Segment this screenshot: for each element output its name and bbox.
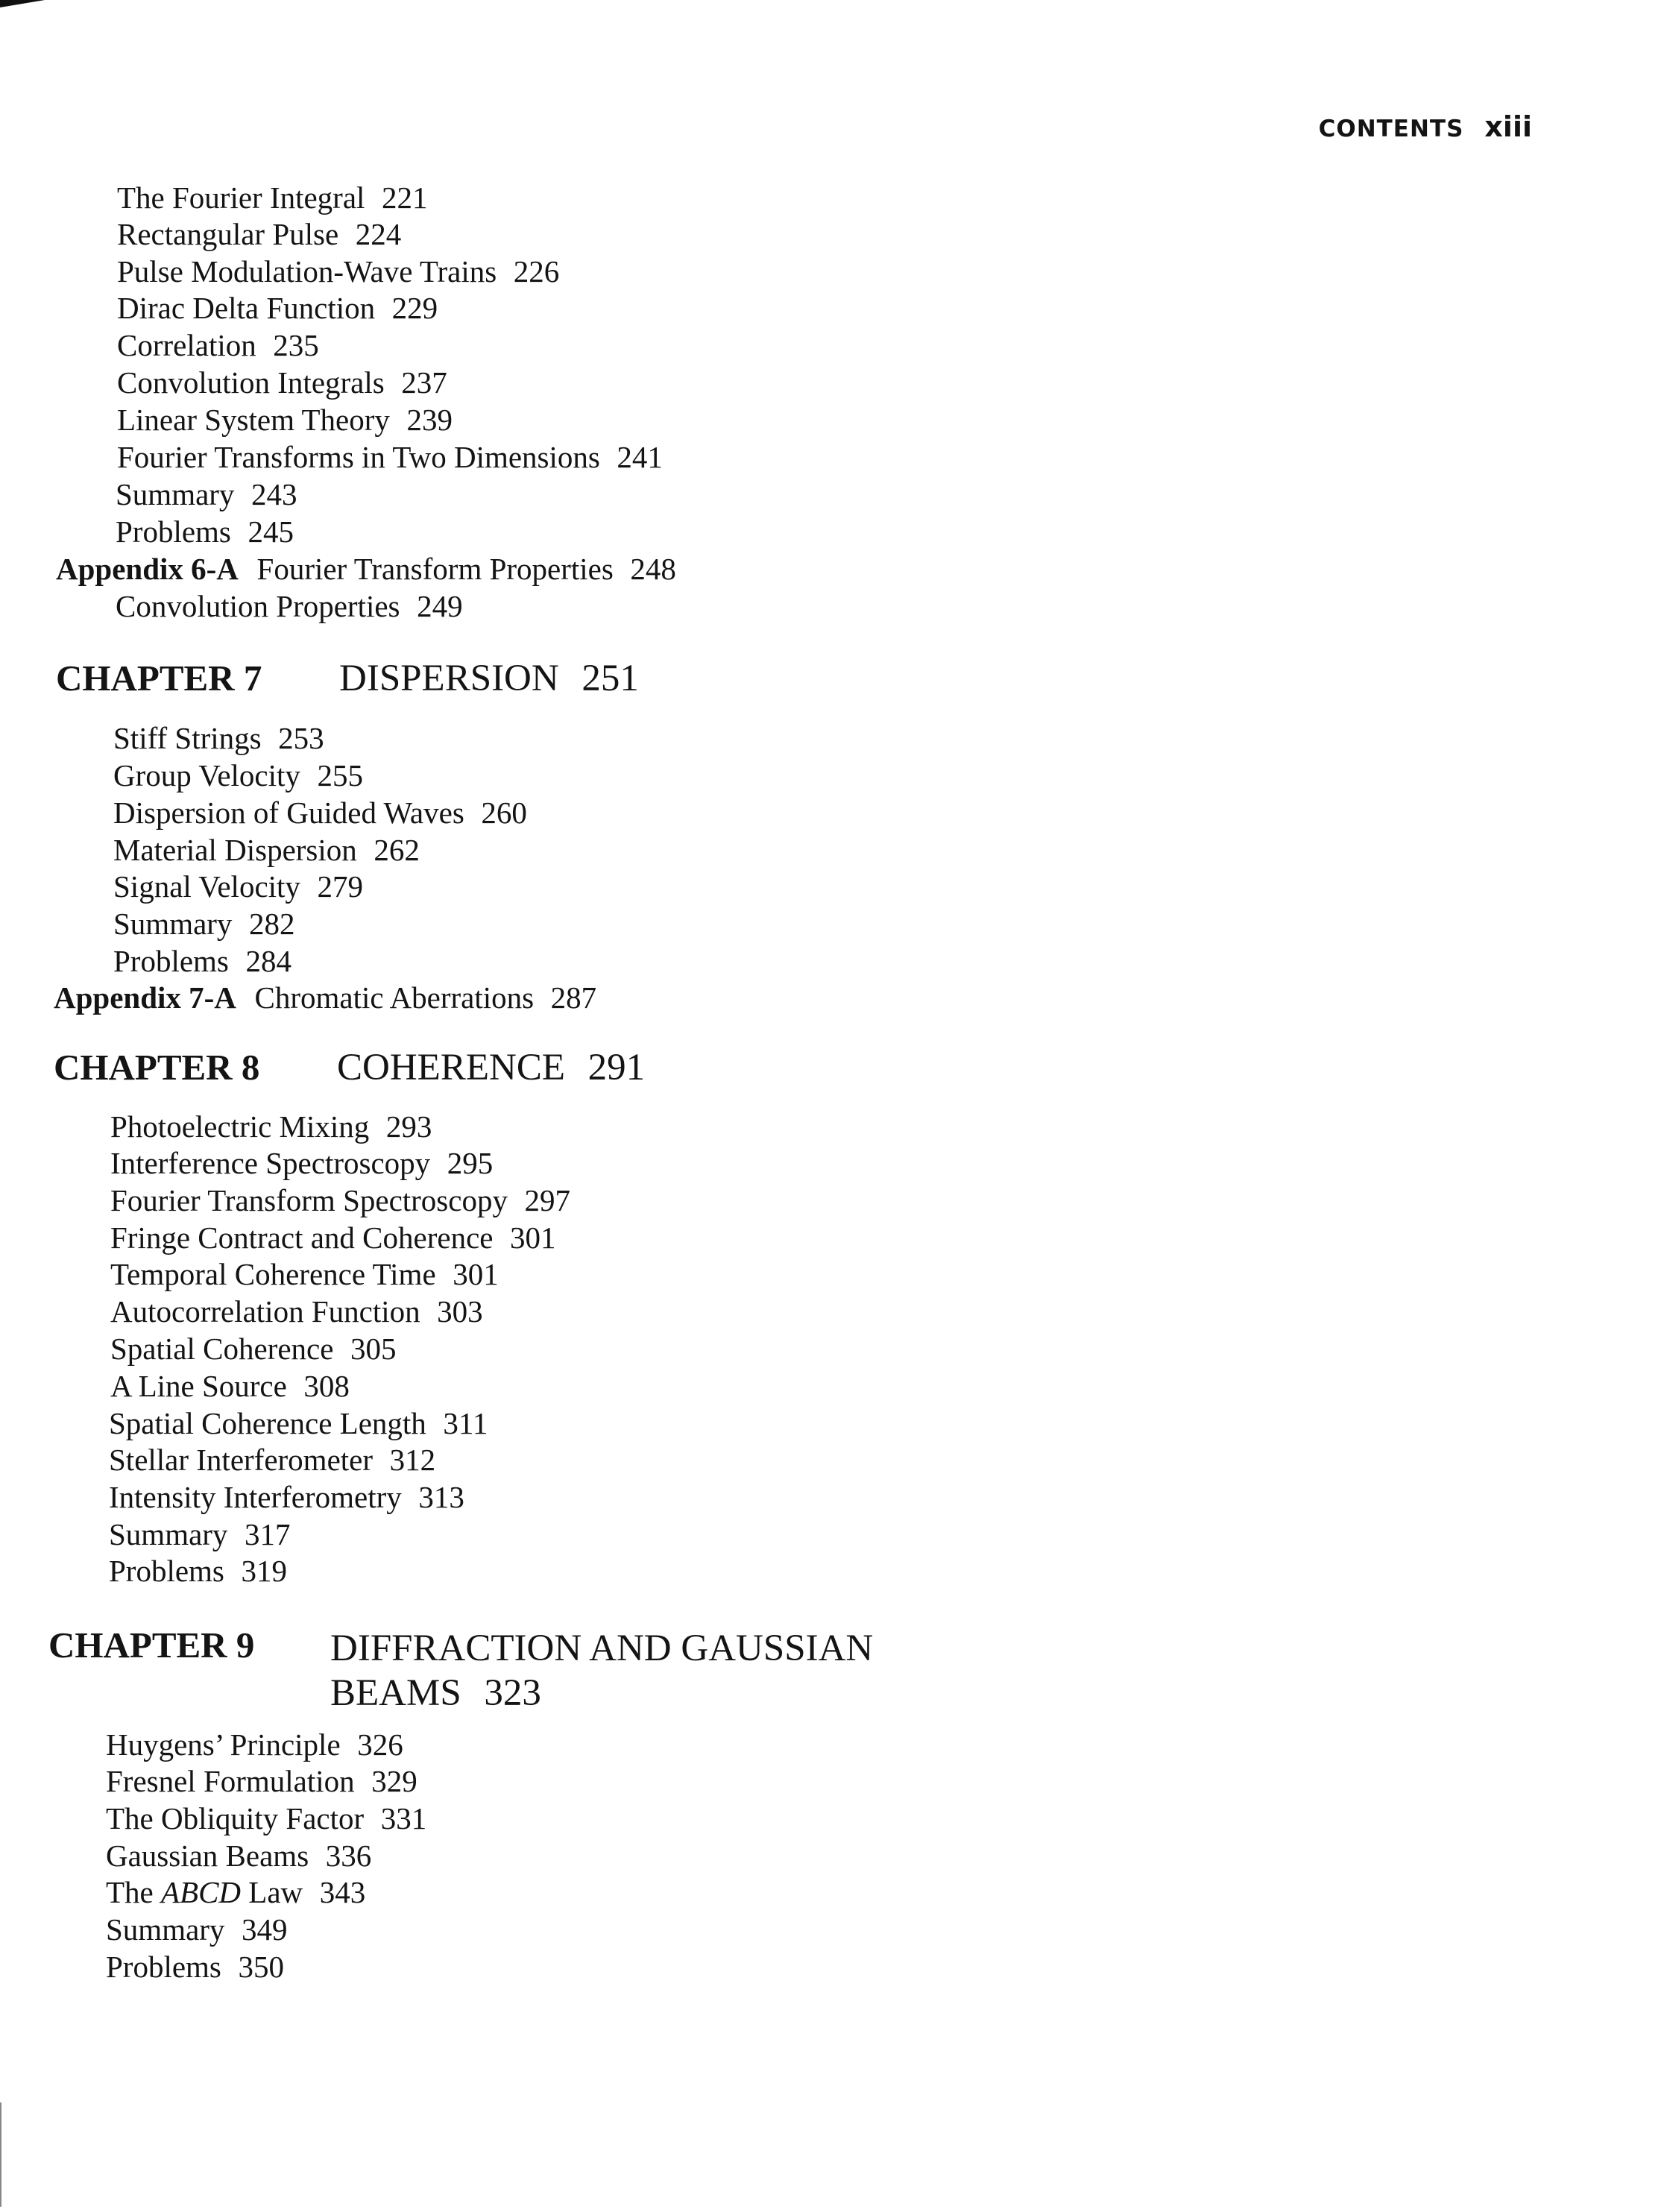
toc-entry[interactable]: Interference Spectroscopy 295 [110, 1146, 494, 1180]
chapter-page-number: 323 [484, 1671, 541, 1714]
scan-edge-line [0, 2102, 1, 2207]
chapter-title: DISPERSION 251 [339, 658, 639, 699]
toc-page-number: 249 [417, 589, 463, 623]
toc-entry[interactable]: The Fourier Integral 221 [117, 180, 428, 215]
toc-entry[interactable]: Dirac Delta Function 229 [117, 291, 438, 325]
toc-entry[interactable]: Summary 243 [116, 477, 297, 511]
running-header-label: CONTENTS [1318, 116, 1464, 142]
toc-entry[interactable]: Material Dispersion 262 [113, 833, 420, 867]
toc-page-number: 311 [443, 1406, 488, 1440]
toc-entry[interactable]: Gaussian Beams 336 [106, 1838, 372, 1873]
toc-entry[interactable]: Summary 282 [113, 907, 295, 941]
toc-page-number: 313 [418, 1480, 464, 1514]
chapter-page-number: 251 [581, 658, 639, 699]
toc-page-number: 350 [238, 1950, 284, 1984]
toc-page-number: 243 [250, 477, 297, 511]
toc-page-number: 229 [391, 291, 438, 325]
toc-entry[interactable]: Temporal Coherence Time 301 [110, 1257, 499, 1291]
toc-entry[interactable]: The ABCD Law 343 [106, 1875, 366, 1909]
toc-page-number: 224 [355, 217, 402, 251]
toc-page-number: 343 [319, 1875, 366, 1909]
toc-page-number: 253 [278, 721, 324, 755]
toc-page-number: 295 [447, 1146, 494, 1180]
toc-page-number: 326 [357, 1727, 403, 1762]
chapter-page-number: 291 [587, 1047, 646, 1088]
toc-entry[interactable]: Fringe Contract and Coherence 301 [110, 1220, 556, 1255]
toc-page-number: 255 [317, 758, 363, 793]
toc-page-number: 239 [406, 403, 453, 437]
toc-page-number: 301 [453, 1257, 499, 1291]
toc-entry[interactable]: Fourier Transform Spectroscopy 297 [110, 1183, 571, 1217]
toc-entry[interactable]: Group Velocity 255 [113, 758, 363, 793]
toc-entry[interactable]: Problems 245 [116, 514, 294, 549]
toc-entry[interactable]: Autocorrelation Function 303 [110, 1294, 483, 1329]
toc-entry[interactable]: Correlation 235 [117, 328, 319, 362]
toc-entry[interactable]: Spatial Coherence Length 311 [109, 1406, 488, 1440]
toc-page-number: 301 [510, 1220, 556, 1255]
toc-entry[interactable]: Convolution Integrals 237 [117, 365, 447, 400]
toc-entry[interactable]: Huygens’ Principle 326 [106, 1727, 403, 1762]
appendix-id: Appendix 6-A [56, 552, 239, 586]
toc-page-number: 336 [325, 1838, 372, 1873]
toc-page-number: 260 [481, 795, 527, 830]
chapter-heading[interactable] [54, 1047, 646, 1088]
toc-page-number: 284 [245, 944, 291, 978]
toc-page-number: 287 [550, 980, 597, 1015]
toc-entry[interactable]: The Obliquity Factor 331 [106, 1801, 427, 1836]
toc-page-number: 319 [241, 1554, 287, 1588]
toc-page-number: 293 [385, 1109, 432, 1144]
toc-entry[interactable]: Dispersion of Guided Waves 260 [113, 795, 527, 830]
toc-entry[interactable]: Pulse Modulation-Wave Trains 226 [117, 254, 560, 289]
appendix-entry[interactable]: Appendix 7-A Chromatic Aberrations 287 [54, 980, 597, 1015]
toc-page-number: 303 [437, 1294, 483, 1329]
appendix-entry[interactable]: Appendix 6-A Fourier Transform Properties 248 [56, 552, 676, 586]
toc-page-number: 245 [248, 514, 294, 549]
toc-entry[interactable]: Convolution Properties 249 [116, 589, 463, 623]
toc-entry[interactable]: Summary 349 [106, 1912, 288, 1947]
toc-entry[interactable]: Summary 317 [109, 1517, 291, 1551]
chapter-heading[interactable] [48, 1625, 874, 1714]
appendix-id: Appendix 7-A [54, 980, 236, 1015]
toc-page-number: 297 [524, 1183, 571, 1217]
toc-page-number: 226 [513, 254, 560, 289]
toc-entry[interactable]: Photoelectric Mixing 293 [110, 1109, 432, 1144]
toc-entry[interactable]: Fresnel Formulation 329 [106, 1764, 417, 1798]
toc-page-number: 329 [371, 1764, 417, 1798]
toc-entry[interactable]: Linear System Theory 239 [117, 403, 453, 437]
toc-entry[interactable]: A Line Source 308 [110, 1369, 350, 1403]
chapter-title: COHERENCE 291 [337, 1047, 646, 1088]
toc-entry[interactable]: Stiff Strings 253 [113, 721, 324, 755]
toc-entry[interactable]: Intensity Interferometry 313 [109, 1480, 464, 1514]
running-header [0, 110, 1532, 143]
chapter-title: DIFFRACTION AND GAUSSIAN BEAMS 323 [330, 1628, 874, 1714]
toc-entry[interactable]: Signal Velocity 279 [113, 869, 363, 904]
toc-page-number: 312 [389, 1443, 436, 1477]
toc-entry[interactable]: Fourier Transforms in Two Dimensions 241 [117, 440, 663, 474]
toc-page-number: 241 [617, 440, 663, 474]
toc-page-number: 237 [401, 365, 447, 400]
toc-page-number: 262 [374, 833, 420, 867]
toc-page-number: 308 [303, 1369, 350, 1403]
toc-entry[interactable]: Spatial Coherence 305 [110, 1332, 397, 1366]
toc-entry[interactable]: Problems 284 [113, 944, 291, 978]
toc-page-number: 248 [630, 552, 676, 586]
toc-entry[interactable]: Problems 319 [109, 1554, 287, 1588]
toc-page-number: 235 [273, 328, 319, 362]
toc-page-number: 221 [381, 180, 428, 215]
toc-entry[interactable]: Rectangular Pulse 224 [117, 217, 402, 251]
toc-page-number: 305 [350, 1332, 397, 1366]
chapter-number: CHAPTER 9 [48, 1625, 255, 1666]
scan-edge-mark [0, 0, 45, 7]
chapter-number: CHAPTER 8 [54, 1047, 260, 1088]
toc-page-number: 349 [241, 1912, 288, 1947]
toc-page-number: 317 [244, 1517, 291, 1551]
toc-entry[interactable]: Stellar Interferometer 312 [109, 1443, 436, 1477]
chapter-number: CHAPTER 7 [56, 658, 262, 699]
toc-page-number: 279 [317, 869, 363, 904]
toc-page-number: 282 [248, 907, 295, 941]
page-number: xiii [1484, 110, 1532, 143]
toc-page-number: 331 [380, 1801, 427, 1836]
chapter-heading[interactable] [56, 658, 639, 699]
toc-entry[interactable]: Problems 350 [106, 1950, 284, 1984]
